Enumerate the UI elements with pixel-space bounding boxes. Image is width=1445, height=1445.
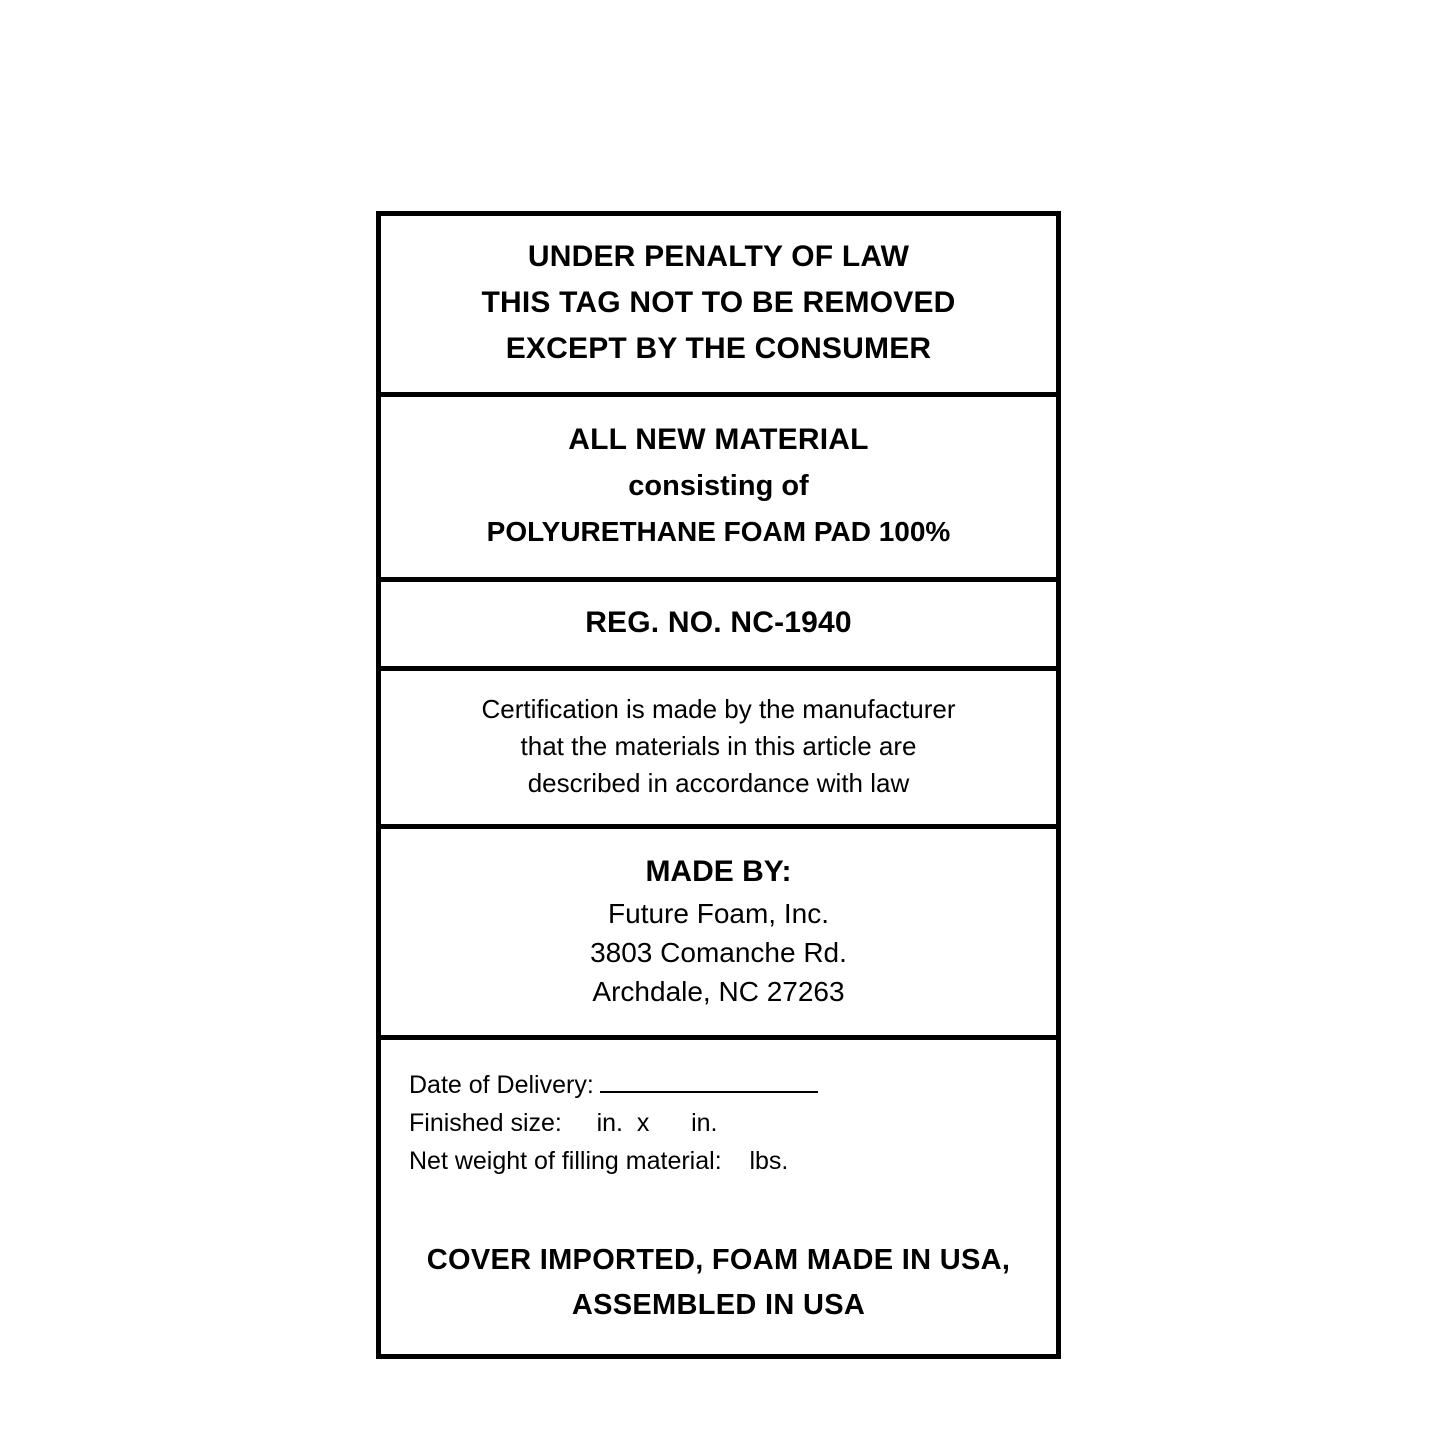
origin-line-2: ASSEMBLED IN USA (571, 1289, 866, 1321)
fill-in-fields-section (381, 1040, 1056, 1202)
manufacturer-company: Future Foam, Inc. (608, 898, 829, 929)
registration-number: REG. NO. NC-1940 (585, 606, 852, 639)
manufacturer-section (381, 829, 1056, 1040)
net-weight-label: Net weight of filling material: (409, 1147, 722, 1175)
law-label-tag (376, 211, 1061, 1359)
net-weight-row (409, 1142, 1056, 1180)
date-of-delivery-row (409, 1066, 1056, 1104)
country-of-origin-section (381, 1202, 1056, 1354)
origin-line-1: COVER IMPORTED, FOAM MADE IN USA, (426, 1244, 1011, 1276)
certification-line-2: that the materials in this article are (520, 731, 917, 761)
date-of-delivery-label: Date of Delivery: (409, 1071, 594, 1099)
net-weight-value[interactable]: lbs. (749, 1147, 789, 1175)
penalty-line-2: THIS TAG NOT TO BE REMOVED (481, 286, 956, 319)
finished-size-row (409, 1104, 1056, 1142)
certification-line-3: described in accordance with law (527, 768, 910, 798)
material-line-3: POLYURETHANE FOAM PAD 100% (486, 516, 951, 547)
finished-size-value[interactable]: in. x in. (596, 1109, 718, 1137)
certification-line-1: Certification is made by the manufacturer (481, 694, 956, 724)
finished-size-label: Finished size: (409, 1109, 562, 1137)
penalty-notice-section (381, 216, 1056, 397)
certification-section (381, 671, 1056, 829)
penalty-line-3: EXCEPT BY THE CONSUMER (505, 332, 932, 365)
manufacturer-street: 3803 Comanche Rd. (590, 937, 847, 968)
manufacturer-city-state-zip: Archdale, NC 27263 (592, 976, 845, 1007)
date-of-delivery-input[interactable] (600, 1069, 818, 1093)
manufacturer-heading: MADE BY: (645, 855, 792, 888)
material-line-2: consisting of (628, 470, 809, 502)
material-content-section (381, 397, 1056, 582)
penalty-line-1: UNDER PENALTY OF LAW (527, 240, 910, 273)
material-line-1: ALL NEW MATERIAL (568, 423, 869, 456)
registration-number-section (381, 582, 1056, 671)
